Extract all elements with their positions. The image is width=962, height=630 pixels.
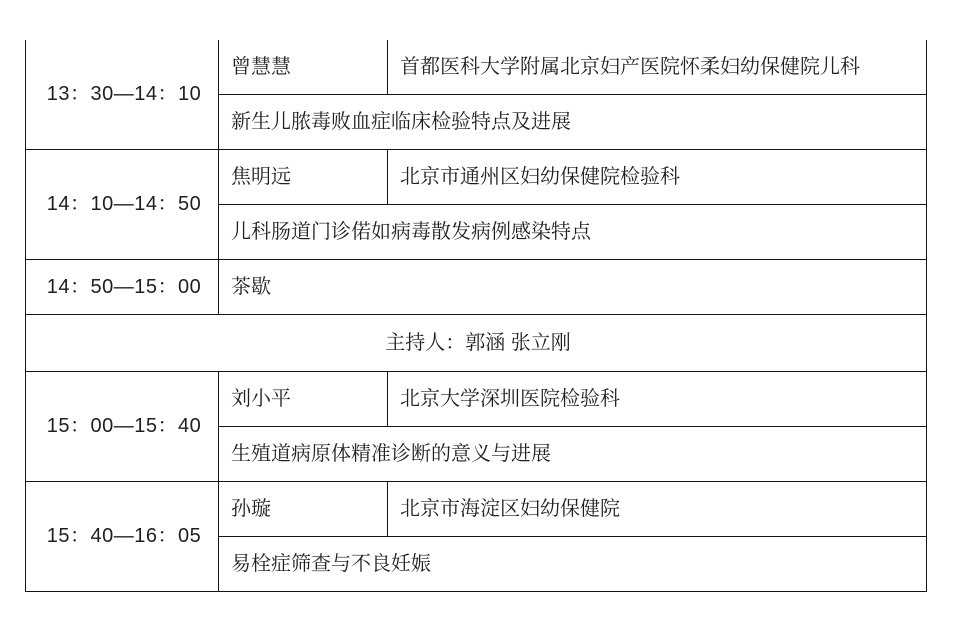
topic-cell: 儿科肠道门诊偌如病毒散发病例感染特点 (219, 205, 927, 260)
time-cell: 14：50—15：00 (26, 260, 219, 315)
time-cell: 13：30—14：10 (26, 40, 219, 150)
agenda-section (25, 40, 927, 592)
time-cell: 14：10—14：50 (26, 150, 219, 260)
affiliation-cell: 首都医科大学附属北京妇产医院怀柔妇幼保健院儿科 (388, 40, 927, 95)
affiliation-cell: 北京大学深圳医院检验科 (388, 372, 927, 427)
speaker-cell: 曾慧慧 (219, 40, 388, 95)
speaker-cell: 孙璇 (219, 482, 388, 537)
topic-cell: 生殖道病原体精准诊断的意义与进展 (219, 427, 927, 482)
table-row-session1-speaker (26, 40, 927, 95)
speaker-cell: 焦明远 (219, 150, 388, 205)
table-row-session3-speaker (26, 372, 927, 427)
affiliation-cell: 北京市海淀区妇幼保健院 (388, 482, 927, 537)
table-row-chair (26, 315, 927, 372)
time-cell: 15：40—16：05 (26, 482, 219, 592)
topic-cell: 易栓症筛查与不良妊娠 (219, 537, 927, 592)
table-row-session4-speaker (26, 482, 927, 537)
chair-cell: 主持人：郭涵 张立刚 (26, 315, 927, 372)
agenda-table (25, 40, 927, 592)
affiliation-cell: 北京市通州区妇幼保健院检验科 (388, 150, 927, 205)
speaker-cell: 刘小平 (219, 372, 388, 427)
topic-cell: 新生儿脓毒败血症临床检验特点及进展 (219, 95, 927, 150)
table-row-session2-speaker (26, 150, 927, 205)
time-cell: 15：00—15：40 (26, 372, 219, 482)
tea-break-cell: 茶歇 (219, 260, 927, 315)
table-row-tea-break (26, 260, 927, 315)
